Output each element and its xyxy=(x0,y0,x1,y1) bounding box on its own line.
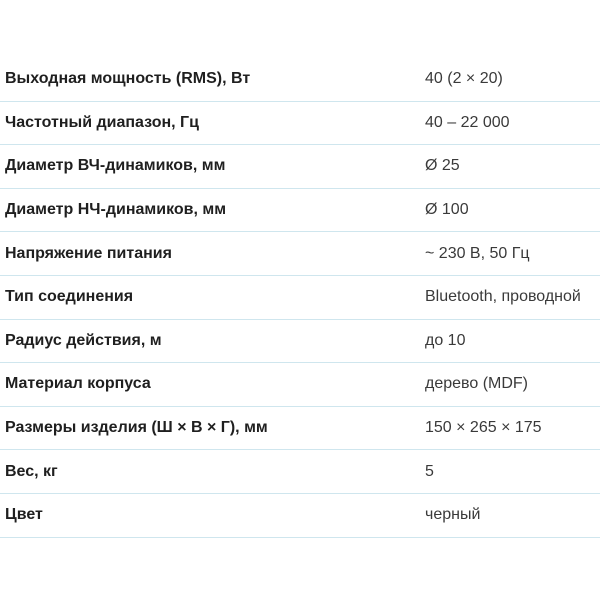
spec-value: Ø 100 xyxy=(425,201,469,219)
spec-table xyxy=(0,58,600,538)
spec-value: ~ 230 В, 50 Гц xyxy=(425,244,530,262)
spec-label: Тип соединения xyxy=(5,288,134,306)
spec-value: 40 – 22 000 xyxy=(425,113,510,131)
spec-value: черный xyxy=(425,506,481,524)
spec-label: Вес, кг xyxy=(5,462,58,480)
spec-row-body-material xyxy=(0,363,600,407)
spec-row-power-supply xyxy=(0,232,600,276)
spec-row-tweeter-diameter xyxy=(0,145,600,189)
spec-value: Ø 25 xyxy=(425,157,460,175)
spec-label: Напряжение питания xyxy=(5,244,172,262)
spec-row-color xyxy=(0,494,600,538)
spec-row-frequency-range xyxy=(0,102,600,146)
spec-value: Bluetooth, проводной xyxy=(425,288,581,306)
spec-row-range xyxy=(0,320,600,364)
spec-label: Диаметр ВЧ-динамиков, мм xyxy=(5,157,226,175)
spec-label: Выходная мощность (RMS), Вт xyxy=(5,70,251,88)
spec-row-connection-type xyxy=(0,276,600,320)
spec-row-output-power xyxy=(0,58,600,102)
spec-label: Частотный диапазон, Гц xyxy=(5,113,199,131)
spec-value: 150 × 265 × 175 xyxy=(425,419,542,437)
spec-value: до 10 xyxy=(425,331,466,349)
spec-label: Радиус действия, м xyxy=(5,331,162,349)
spec-value: 5 xyxy=(425,462,434,480)
spec-value: 40 (2 × 20) xyxy=(425,70,503,88)
spec-row-weight xyxy=(0,450,600,494)
spec-label: Материал корпуса xyxy=(5,375,151,393)
spec-label: Цвет xyxy=(5,506,43,524)
spec-label: Размеры изделия (Ш × В × Г), мм xyxy=(5,419,268,437)
spec-label: Диаметр НЧ-динамиков, мм xyxy=(5,201,227,219)
spec-value: дерево (MDF) xyxy=(425,375,529,393)
spec-row-dimensions xyxy=(0,407,600,451)
spec-row-woofer-diameter xyxy=(0,189,600,233)
